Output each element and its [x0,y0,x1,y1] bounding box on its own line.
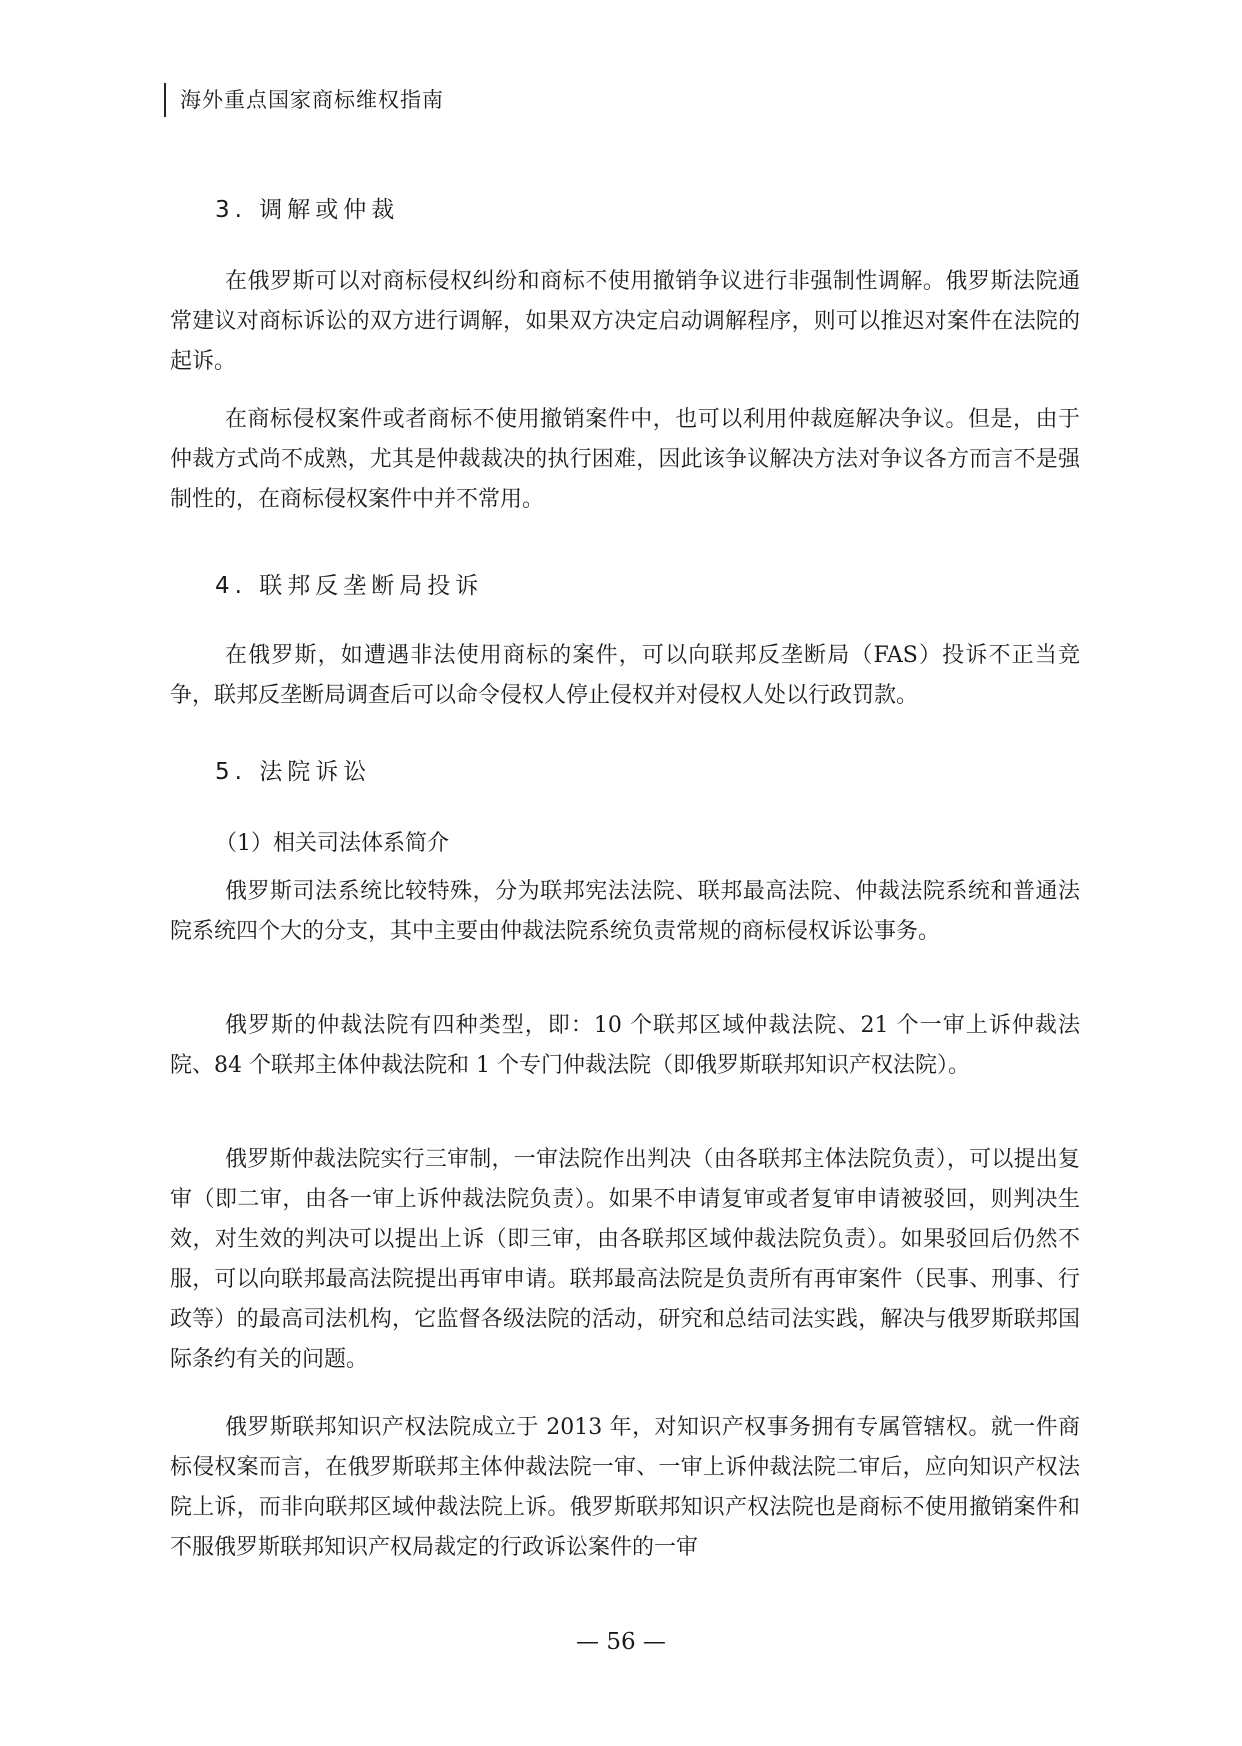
paragraph-litigation-3: 俄罗斯仲裁法院实行三审制，一审法院作出判决（由各联邦主体法院负责），可以提出复审（即二审，由各一审上诉仲裁法院负责）。如果不申请复审或者复审申请被驳回，则判决生效，对生效的判决可以提出上诉（即三审，由各联邦区域仲裁法院负责）。如果驳回后仍然不服，可以向联邦最高法院提出再审申请。联邦最高法院是负责所有再审案件（民事、刑事、行政等）的最高司法机构，它监督各级法院的活动，研究和总结司法实践，解决与俄罗斯联邦国际条约有关的问题。 [170,1147,1080,1372]
page-number: — 56 — [576,1629,666,1655]
paragraph-litigation-4: 俄罗斯联邦知识产权法院成立于 2013 年，对知识产权事务拥有专属管辖权。就一件商标侵权案而言，在俄罗斯联邦主体仲裁法院一审、一审上诉仲裁法院二审后，应向知识产权法院上诉，而非向联邦区域仲裁法院上诉。俄罗斯联邦知识产权法院也是商标不使用撤销案件和不服俄罗斯联邦知识产权局裁定的行政诉讼案件的一审 [170,1415,1080,1560]
running-header-title: 海外重点国家商标维权指南 [164,83,444,117]
paragraph-litigation-1: 俄罗斯司法系统比较特殊，分为联邦宪法法院、联邦最高法院、仲裁法院系统和普通法院系统四个大的分支，其中主要由仲裁法院系统负责常规的商标侵权诉讼事务。 [170,879,1080,944]
subheading-judicial-system: （1）相关司法体系简介 [215,831,449,856]
section-heading-litigation: 5. 法院诉讼 [215,759,372,785]
paragraph-litigation-2: 俄罗斯的仲裁法院有四种类型，即：10 个联邦区域仲裁法院、21 个一审上诉仲裁法院、84 个联邦主体仲裁法院和 1 个专门仲裁法院（即俄罗斯联邦知识产权法院）。 [170,1013,1080,1078]
paragraph-mediation-2: 在商标侵权案件或者商标不使用撤销案件中，也可以利用仲裁庭解决争议。但是，由于仲裁方式尚不成熟，尤其是仲裁裁决的执行困难，因此该争议解决方法对争议各方而言不是强制性的，在商标侵权案件中并不常用。 [170,407,1080,512]
paragraph-antimonopoly-1: 在俄罗斯，如遭遇非法使用商标的案件，可以向联邦反垄断局（FAS）投诉不正当竞争，联邦反垄断局调查后可以命令侵权人停止侵权并对侵权人处以行政罚款。 [170,643,1080,708]
section-heading-antimonopoly: 4. 联邦反垄断局投诉 [215,573,484,599]
section-heading-mediation: 3. 调解或仲裁 [215,197,400,223]
paragraph-mediation-1: 在俄罗斯可以对商标侵权纠纷和商标不使用撤销争议进行非强制性调解。俄罗斯法院通常建议对商标诉讼的双方进行调解，如果双方决定启动调解程序，则可以推迟对案件在法院的起诉。 [170,269,1080,374]
